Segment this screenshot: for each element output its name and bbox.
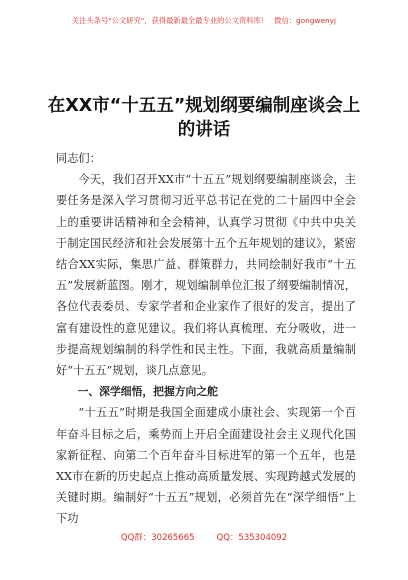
header-note-text: 关注头条号"公文研究"，获得最新最全最专业的公文资料库！ [71,16,269,25]
paragraph-2: “十五五”时期是我国全面建成小康社会、实现第一个百年奋斗目标之后，乘势而上开启全面建设社会主义现代化国家新征程、向第二个百年奋斗目标进军的第一个五年，也是XX市在新的历史起点上推动高质量发展、实现跨越式发展的关键时期。编制好“十五五”规划，必须首先在“深学细悟”上下功 [56,406,356,526]
header-note-wechat: 微信：gongwenyj [274,16,337,25]
document-body [56,148,356,530]
document-title: 在XX市“十五五”规划纲要编制座谈会上的讲话 [47,95,361,140]
paragraph-1: 今天，我们召开XX市“十五五”规划纲要编制座谈会，主要任务是深入学习贯彻习近平总书记在党的二十届四中全会上的重要讲话精神和全会精神，认真学习贯彻《中共中央关于制定国民经济和社会发展第十五个五年规划的建议》，紧密结合XX实际，集思广益、群策群力，共同绘制好我市“十五五”发展新蓝图。刚才，规划编制单位汇报了纲要编制情况，各位代表委员、专家学者和企业家作了很好的发言，提出了富有建设性的意见建议。我们将认真梳理、充分吸收，进一步提高规划编制的科学性和民主性。下面，我就高质量编制好“十五五”规划，谈几点意见。 [56,173,356,378]
greeting: 同志们： [56,152,101,165]
section-heading-1: 一、深学细悟，把握方向之舵 [77,385,218,399]
footer-note [0,531,408,543]
footer-qq-group: QQ群：30265665 [120,533,195,543]
footer-qq: QQ：535304092 [216,533,288,543]
header-note [0,16,408,26]
